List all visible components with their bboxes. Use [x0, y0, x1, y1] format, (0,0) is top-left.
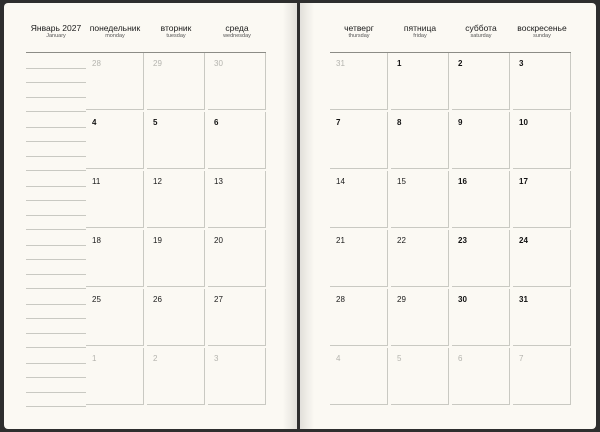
day-number: 4: [92, 118, 97, 127]
day-cell[interactable]: [208, 53, 266, 110]
notes-line[interactable]: [26, 156, 86, 157]
notes-line[interactable]: [26, 186, 86, 187]
day-number: 5: [153, 118, 158, 127]
day-number: 1: [92, 354, 97, 363]
day-number: 8: [397, 118, 402, 127]
notes-line[interactable]: [26, 274, 86, 275]
day-cell[interactable]: [513, 230, 571, 287]
notes-line[interactable]: [26, 141, 86, 142]
day-number: 1: [397, 59, 402, 68]
notes-line[interactable]: [26, 111, 86, 112]
day-cell[interactable]: [86, 112, 144, 169]
day-number: 27: [214, 295, 223, 304]
day-cell[interactable]: [86, 348, 144, 405]
day-number: 18: [92, 236, 101, 245]
weekday-name-en: monday: [105, 33, 125, 39]
notes-line[interactable]: [26, 333, 86, 334]
day-number: 3: [214, 354, 219, 363]
weekday-header-thursday: [330, 23, 388, 40]
day-number: 14: [336, 177, 345, 186]
day-number: 9: [458, 118, 463, 127]
day-cell[interactable]: [86, 171, 144, 228]
day-cell[interactable]: [208, 289, 266, 346]
day-number: 21: [336, 236, 345, 245]
day-number: 7: [519, 354, 524, 363]
day-cell[interactable]: [147, 289, 205, 346]
day-number: 20: [214, 236, 223, 245]
weekday-header-friday: [391, 23, 449, 40]
day-cell[interactable]: [330, 289, 388, 346]
day-cell[interactable]: [208, 112, 266, 169]
day-cell[interactable]: [86, 289, 144, 346]
notes-line[interactable]: [26, 288, 86, 289]
weekday-name: суббота: [465, 23, 497, 33]
notes-line[interactable]: [26, 97, 86, 98]
day-number: 23: [458, 236, 467, 245]
weekday-name: вторник: [160, 23, 192, 33]
day-number: 2: [153, 354, 158, 363]
month-header: [26, 23, 86, 40]
gutter-shadow: [300, 3, 314, 429]
notes-line[interactable]: [26, 392, 86, 393]
month-title: Январь 2027: [30, 23, 82, 33]
day-cell[interactable]: [452, 289, 510, 346]
day-cell[interactable]: [330, 53, 388, 110]
weekday-header-monday: [86, 23, 144, 40]
notes-line[interactable]: [26, 377, 86, 378]
weekday-name-en: friday: [413, 33, 427, 39]
weekday-name: понедельник: [89, 23, 141, 33]
notes-line[interactable]: [26, 363, 86, 364]
day-number: 3: [519, 59, 524, 68]
day-number: 6: [214, 118, 219, 127]
weekday-name-en: thursday: [348, 33, 370, 39]
day-cell[interactable]: [513, 171, 571, 228]
gutter-shadow: [283, 3, 297, 429]
weekday-header-saturday: [452, 23, 510, 40]
weekday-header-sunday: [513, 23, 571, 40]
day-cell[interactable]: [147, 53, 205, 110]
weekday-header-wednesday: [208, 23, 266, 40]
day-number: 28: [92, 59, 101, 68]
day-number: 31: [519, 295, 528, 304]
notes-line[interactable]: [26, 406, 86, 407]
weekday-name-en: saturday: [470, 33, 492, 39]
day-cell[interactable]: [391, 112, 449, 169]
day-cell[interactable]: [330, 112, 388, 169]
day-cell[interactable]: [208, 171, 266, 228]
day-number: 30: [214, 59, 223, 68]
day-cell[interactable]: [513, 53, 571, 110]
notes-line[interactable]: [26, 200, 86, 201]
day-cell[interactable]: [330, 348, 388, 405]
day-number: 16: [458, 177, 467, 186]
day-cell[interactable]: [391, 289, 449, 346]
day-cell[interactable]: [513, 348, 571, 405]
day-number: 10: [519, 118, 528, 127]
notes-line[interactable]: [26, 215, 86, 216]
day-number: 28: [336, 295, 345, 304]
weekday-name: пятница: [403, 23, 437, 33]
day-cell[interactable]: [391, 53, 449, 110]
day-number: 26: [153, 295, 162, 304]
notes-line[interactable]: [26, 68, 86, 69]
day-cell[interactable]: [147, 348, 205, 405]
notes-line[interactable]: [26, 245, 86, 246]
day-number: 24: [519, 236, 528, 245]
notes-line[interactable]: [26, 229, 86, 230]
weekday-name-en: sunday: [533, 33, 551, 39]
day-cell[interactable]: [391, 348, 449, 405]
notes-line[interactable]: [26, 347, 86, 348]
day-number: 2: [458, 59, 463, 68]
day-number: 15: [397, 177, 406, 186]
weekday-name: четверг: [344, 23, 374, 33]
weekday-name-en: tuesday: [166, 33, 186, 39]
day-number: 12: [153, 177, 162, 186]
day-number: 4: [336, 354, 341, 363]
day-number: 6: [458, 354, 463, 363]
day-cell[interactable]: [330, 171, 388, 228]
day-cell[interactable]: [452, 348, 510, 405]
right-page: [300, 3, 596, 429]
notes-line[interactable]: [26, 82, 86, 83]
day-cell[interactable]: [147, 230, 205, 287]
weekday-header-tuesday: [147, 23, 205, 40]
notes-line[interactable]: [26, 127, 86, 128]
day-cell[interactable]: [330, 230, 388, 287]
left-page: [4, 3, 297, 429]
day-cell[interactable]: [208, 348, 266, 405]
day-number: 19: [153, 236, 162, 245]
day-cell[interactable]: [391, 230, 449, 287]
day-cell[interactable]: [147, 171, 205, 228]
day-cell[interactable]: [513, 112, 571, 169]
day-cell[interactable]: [452, 53, 510, 110]
day-number: 22: [397, 236, 406, 245]
day-cell[interactable]: [452, 171, 510, 228]
weekday-name-en: wednesday: [223, 33, 251, 39]
notes-line[interactable]: [26, 259, 86, 260]
day-number: 5: [397, 354, 402, 363]
day-number: 30: [458, 295, 467, 304]
day-cell[interactable]: [147, 112, 205, 169]
weekday-name: воскресенье: [517, 23, 567, 33]
day-number: 17: [519, 177, 528, 186]
day-number: 7: [336, 118, 341, 127]
day-cell[interactable]: [513, 289, 571, 346]
day-number: 25: [92, 295, 101, 304]
weekday-name: среда: [225, 23, 249, 33]
day-number: 11: [92, 177, 101, 186]
day-cell[interactable]: [391, 171, 449, 228]
day-cell[interactable]: [208, 230, 266, 287]
day-number: 29: [397, 295, 406, 304]
day-cell[interactable]: [452, 112, 510, 169]
day-number: 31: [336, 59, 345, 68]
day-cell[interactable]: [86, 53, 144, 110]
notes-line[interactable]: [26, 318, 86, 319]
day-cell[interactable]: [86, 230, 144, 287]
day-number: 29: [153, 59, 162, 68]
day-number: 13: [214, 177, 223, 186]
notes-line[interactable]: [26, 304, 86, 305]
month-subtitle: January: [46, 33, 66, 39]
notes-line[interactable]: [26, 170, 86, 171]
day-cell[interactable]: [452, 230, 510, 287]
